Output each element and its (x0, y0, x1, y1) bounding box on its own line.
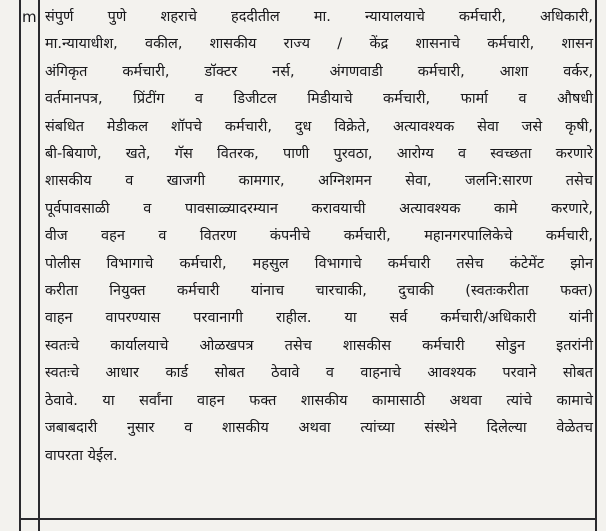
table-border-right (595, 0, 597, 531)
clause-line: वीज वहन व वितरण कंपनीचे कर्मचारी, महानगरपालिकेचे कर्मचारी, (45, 228, 593, 245)
clause-line: शासकीय व खाजगी कामगार, अग्निशमन सेवा, जलनि:सारण तसेच (45, 173, 593, 190)
clause-line: जबाबदारी नुसार व शासकीय अथवा त्यांच्या संस्थेने दिलेल्या वेळेतच (45, 420, 593, 437)
clause-line: करीता नियुक्त कर्मचारी यांनाच चारचाकी, दुचाकी (स्वतःकरीता फक्त) (45, 283, 593, 300)
table-border-left (19, 0, 21, 531)
table-column-divider (38, 0, 40, 531)
clause-line: मा.न्यायाधीश, वकील, शासकीय राज्य / केंद्र शासनाचे कर्मचारी, शासन (45, 36, 593, 53)
item-marker: m (22, 8, 37, 26)
clause-line: ठेवावे. या सर्वांना वाहन फक्त शासकीय कामासाठी अथवा त्यांचे कामाचे (45, 392, 593, 409)
clause-line: पोलीस विभागाचे कर्मचारी, महसुल विभागाचे कर्मचारी तसेच कंटेमेंट झोन (45, 255, 593, 272)
clause-line: बी-बियाणे, खते, गॅस वितरक, पाणी पुरवठा, आरोग्य व स्वच्छता करणारे (45, 146, 593, 163)
clause-line: पूर्वपावसाळी व पावसाळ्यादरम्यान करावयाची अत्यावश्यक कामे करणारे, (45, 200, 593, 217)
clause-line: अंगिकृत कर्मचारी, डॉक्टर नर्स, अंगणवाडी कर्मचारी, आशा वर्कर, (45, 63, 593, 80)
clause-line: स्वतःचे कार्यालयाचे ओळखपत्र तसेच शासकीस कर्मचारी सोडुन इतरांनी (45, 337, 593, 354)
clause-line: स्वतःचे आधार कार्ड सोबत ठेवावे व वाहनाचे आवश्यक परवाने सोबत (45, 365, 593, 382)
clause-line: वाहन वापरण्यास परवानागी राहील. या सर्व कर्मचारी/अधिकारी यांनी (45, 310, 593, 327)
clause-line: वर्तमानपत्र, प्रिंटींग व डिजीटल मिडीयाचे कर्मचारी, फार्मा व औषधी (45, 91, 593, 108)
table-row-divider (19, 518, 597, 520)
clause-paragraph (45, 4, 593, 470)
clause-line: वापरता येईल. (45, 447, 118, 464)
clause-line: संपुर्ण पुणे शहराचे हददीतील मा. न्यायालयाचे कर्मचारी, अधिकारी, (45, 9, 593, 25)
clause-line: संबधित मेडीकल शॉपचे कर्मचारी, दुध विक्रेते, अत्यावश्यक सेवा जसे कृषी, (45, 118, 593, 135)
